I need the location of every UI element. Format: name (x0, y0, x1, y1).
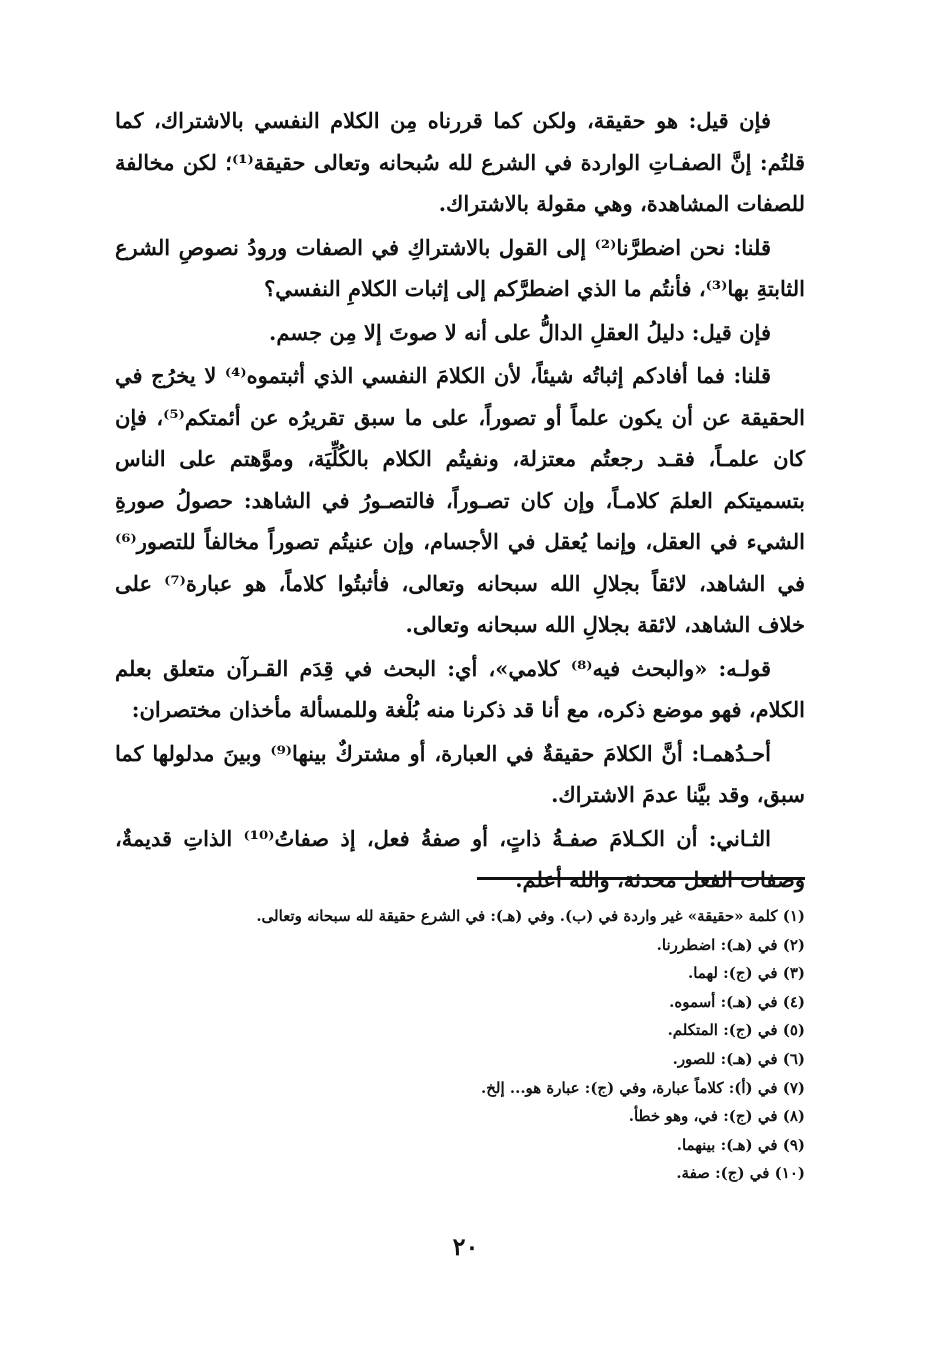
page-number: ٢٠ (452, 1232, 479, 1261)
paragraph: الثـاني: أن الكـلامَ صفـةُ ذاتٍ، أو صفةُ فعل، إذ صفاتُ⁽¹⁰⁾ الذاتِ قديمةٌ، وصفات الفعل محدثة، والله أعلم. (115, 825, 805, 892)
footnote: (٦) في (هـ): للصور. (672, 1049, 805, 1068)
footnotes-list (115, 902, 805, 1188)
footnote: (٨) في (ج): في، وهو خطأ. (628, 1107, 805, 1126)
footnote: (١) كلمة «حقيقة» غير واردة في (ب). وفي (هـ): في الشرع حقيقة لله سبحانه وتعالى. (256, 907, 805, 925)
footnote: (٧) في (أ): كلاماً عبارة، وفي (ج): عبارة هو... إلخ. (481, 1078, 805, 1097)
footnote-divider (477, 877, 805, 880)
footnote: (٥) في (ج): المتكلم. (667, 1021, 805, 1040)
paragraph: فإن قيل: هو حقيقة، ولكن كما قررناه مِن الكلام النفسي بالاشتراك، كما قلتُم: إنَّ الصفـاتِ الواردة في الشرع لله سُبحانه وتعالى حقيقة⁽¹⁾؛ لكن مخالفة للصفات المشاهدة، وهي مقولة بالاشتراك. (115, 108, 805, 216)
paragraph: قولـه: «والبحث فيه⁽⁸⁾ كلامي»، أي: البحث في قِدَم القـرآن متعلق بعلم الكلام، فهو موضع ذكره، مع أنا قد ذكرنا منه بُلْغة وللمسألة مأخذان مختصران: (115, 655, 805, 722)
paragraph: قلنا: نحن اضطرَّنا⁽²⁾ إلى القول بالاشتراكِ في الصفات ورودُ نصوصِ الشرع الثابتةِ بها⁽³⁾، فأنتُم ما الذي اضطرَّكم إلى إثبات الكلامِ النفسي؟ (115, 234, 805, 301)
main-text (115, 100, 805, 901)
footnote: (٤) في (هـ): أسموه. (669, 992, 805, 1011)
footnote: (٢) في (هـ): اضطررنا. (656, 935, 805, 954)
paragraph: قلنا: فما أفادكم إثباتُه شيئاً، لأن الكلامَ النفسي الذي أثبتموه⁽⁴⁾ لا يخرُج في الحقيقة عن أن يكون علماً أو تصوراً، على ما سبق تقريرُه عن أئمتكم⁽⁵⁾، فإن كان علمـاً، فقـد رجعتُم معتزلة، ونفيتُم الكلام بالكُلِّيَة، وموَّهتم على الناس بتسميتكم العلمَ كلامـاً، وإن كان تصـوراً، فالتصـورُ في الشاهد: حصولُ صورةِ الشيء في العقل، وإنما يُعقل في الأجسام، وإن عنيتُم تصوراً مخالفاً للتصور⁽⁶⁾ في الشاهد، لائقاً بجلالِ الله سبحانه وتعالى، فأثبتُوا كلاماً، هو عبارة⁽⁷⁾ على خلاف الشاهد، لائقة بجلالِ الله سبحانه وتعالى. (115, 363, 805, 637)
paragraph: أحـدُهمـا: أنَّ الكلامَ حقيقةٌ في العبارة، أو مشتركٌ بينها⁽⁹⁾ وبينَ مدلولها كما سبق، وقد بيَّنا عدمَ الاشتراك. (115, 740, 805, 807)
footnote: (١٠) في (ج): صفة. (676, 1164, 805, 1183)
footnote: (٩) في (هـ): بينهما. (676, 1135, 805, 1154)
paragraph: فإن قيل: دليلُ العقلِ الدالُّ على أنه لا صوتَ إلا مِن جسم. (269, 319, 771, 345)
footnote: (٣) في (ج): لهما. (688, 964, 805, 983)
